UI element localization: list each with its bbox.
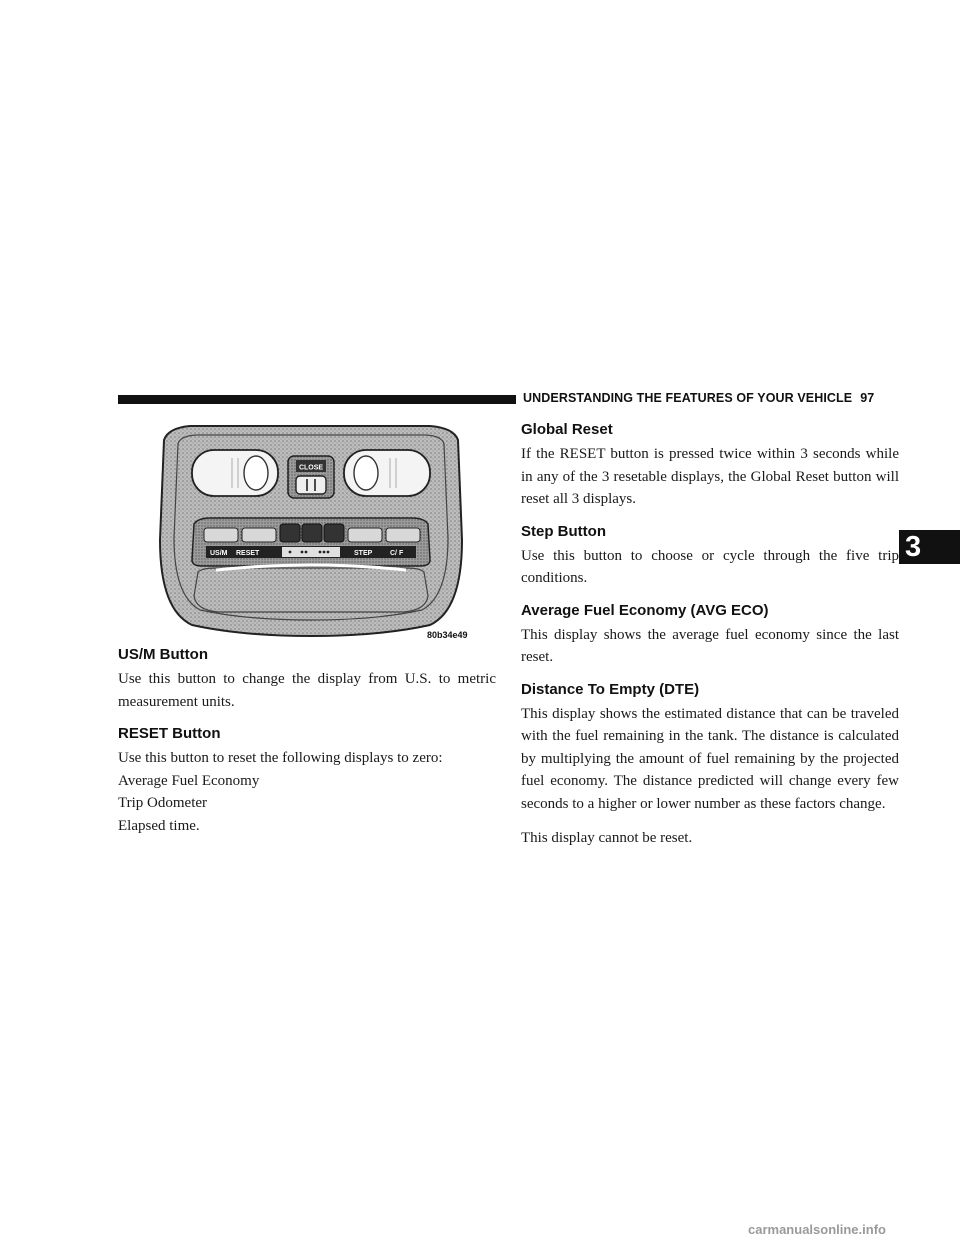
- step-label: STEP: [354, 550, 373, 557]
- section-reset: [118, 725, 496, 837]
- left-column: [118, 646, 496, 839]
- list-item: Average Fuel Economy: [118, 772, 260, 789]
- heading-reset-button: RESET Button: [118, 725, 221, 742]
- header-rule: [118, 395, 516, 404]
- right-column: [521, 421, 899, 862]
- section-step-button: [521, 523, 899, 590]
- chapter-tab: 3: [899, 530, 960, 564]
- section-avg-eco: [521, 602, 899, 669]
- section-dte: [521, 681, 899, 850]
- heading-avg-eco: Average Fuel Economy (AVG ECO): [521, 601, 769, 619]
- heading-global-reset: Global Reset: [521, 421, 613, 438]
- usm-label: US/M: [210, 550, 228, 557]
- cf-label: C/ F: [390, 550, 404, 557]
- body-global-reset: If the RESET button is pressed twice within 3 seconds while in any of the 3 resetable displays, the Global Reset button will reset all 3 displays.: [521, 446, 899, 507]
- overhead-console-figure: [150, 420, 472, 640]
- running-header: [523, 391, 874, 405]
- note-dte: This display cannot be reset.: [521, 830, 693, 846]
- page-number: 97: [860, 391, 875, 405]
- body-usm-button: Use this button to change the display from U.S. to metric measurement units.: [118, 671, 496, 710]
- reset-label: RESET: [236, 550, 260, 557]
- usm-button: [204, 528, 238, 542]
- center-button-3: [324, 524, 344, 542]
- center-button-1: [280, 524, 300, 542]
- body-avg-eco: This display shows the average fuel economy since the last reset.: [521, 626, 899, 665]
- heading-step-button: Step Button: [521, 522, 606, 540]
- heading-usm-button: US/M Button: [118, 646, 208, 663]
- center-button-2: [302, 524, 322, 542]
- body-dte: This display shows the estimated distance that can be traveled with the fuel remaining in the tank. The distance is calculated by multiplying the amount of fuel remaining by the projected fuel economy. The distance predicted will change every few seconds to a higher or lower number as these factors change.: [521, 705, 899, 812]
- cf-button: [386, 528, 420, 542]
- step-button: [348, 528, 382, 542]
- list-item: Elapsed time.: [118, 817, 200, 834]
- left-lamp-reflector: [244, 456, 268, 490]
- body-reset-button: Use this button to reset the following displays to zero:: [118, 750, 443, 766]
- close-label: CLOSE: [298, 464, 324, 472]
- reset-button: [242, 528, 276, 542]
- heading-dte: Distance To Empty (DTE): [521, 680, 700, 698]
- lower-tray: [194, 568, 428, 612]
- section-global-reset: [521, 421, 899, 511]
- footer-watermark: carmanualsonline.info: [748, 1222, 886, 1237]
- list-item: Trip Odometer: [118, 795, 208, 811]
- right-lamp-reflector: [354, 456, 378, 490]
- close-switch: [296, 476, 326, 494]
- header-title: UNDERSTANDING THE FEATURES OF YOUR VEHICLE: [523, 391, 853, 405]
- overhead-console-illustration: [150, 420, 472, 640]
- section-usm: [118, 646, 496, 713]
- body-step-button: Use this button to choose or cycle through the five trip conditions.: [521, 547, 899, 586]
- figure-code: 80b34e49: [427, 630, 468, 640]
